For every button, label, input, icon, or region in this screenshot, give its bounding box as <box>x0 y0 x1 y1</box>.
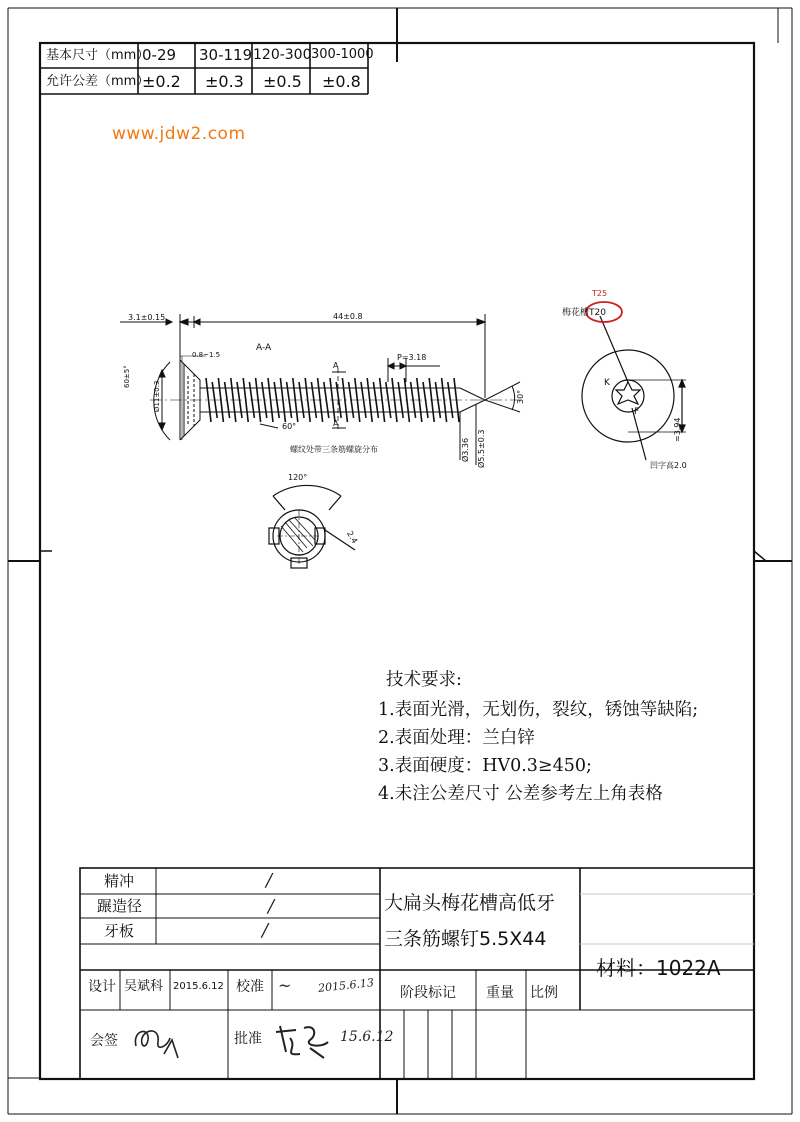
countersign-signature <box>128 1016 188 1066</box>
tolerance-value-1: ±0.2 <box>142 72 181 91</box>
check-date: 2015.6.13 <box>317 976 375 995</box>
cut-a-top: A <box>333 361 339 370</box>
dim-head-diameter: Ø11±0.3 <box>153 380 161 412</box>
cut-a-bottom: A <box>333 419 339 428</box>
part-name-line-2: 三条筋螺钉5.5X44 <box>384 928 547 950</box>
tolerance-range-4: 300-1000 <box>311 47 374 62</box>
requirement-4: 4.未注公差尺寸 公差参考左上角表格 <box>378 784 663 804</box>
process-row-3: 牙板 <box>104 922 135 940</box>
requirement-2: 2.表面处理：兰白锌 <box>378 728 535 748</box>
dim-minor-diameter: Ø3.36 <box>461 437 470 462</box>
process-slash-1: / <box>266 870 273 891</box>
tolerance-range-1: 0-29 <box>142 46 177 64</box>
design-label: 设计 <box>88 979 116 995</box>
material: 材料：1022A <box>596 956 721 980</box>
note-ribs: 螺纹处带三条筋螺旋分布 <box>290 445 378 454</box>
sign-label: 会签 <box>90 1033 118 1049</box>
requirement-3: 3.表面硬度：HV0.3≥450; <box>378 756 592 776</box>
scale-label: 比例 <box>530 985 558 1001</box>
process-row-1: 精冲 <box>104 872 135 890</box>
dim-pitch: P=3.18 <box>397 353 427 362</box>
process-slash-2: / <box>268 896 275 917</box>
process-slash-3: / <box>262 920 269 941</box>
requirement-1: 1.表面光滑，无划伤，裂纹，锈蚀等缺陷; <box>378 700 699 720</box>
stage-label: 阶段标记 <box>400 985 456 1001</box>
process-row-2: 蹍造径 <box>97 897 143 915</box>
tolerance-value-3: ±0.5 <box>263 72 302 91</box>
check-signature: ~ <box>278 976 292 995</box>
design-date: 2015.6.12 <box>173 981 224 992</box>
tolerance-range-2: 30-119 <box>199 46 253 64</box>
section-label-aa: A-A <box>256 343 272 353</box>
angle-tip: 30° <box>516 389 525 404</box>
label-f: F <box>634 407 640 417</box>
recess-note: 凹字高2.0 <box>650 461 687 470</box>
drive-spec-red: T25 <box>592 289 608 298</box>
angle-thread: 60° <box>282 422 297 431</box>
approve-label: 批准 <box>234 1031 262 1047</box>
section-rib-dim: 2.4 <box>345 529 360 546</box>
dim-total-length: 44±0.8 <box>333 312 363 321</box>
tolerance-row1-label: 基本尺寸（mm） <box>46 48 150 63</box>
tolerance-value-2: ±0.3 <box>205 72 244 91</box>
dim-recess-width: ≈3.94 <box>673 417 682 442</box>
dim-rib-range: 0.8~1.5 <box>192 351 221 359</box>
approve-signature <box>270 1018 336 1064</box>
requirements-title: 技术要求: <box>386 670 462 690</box>
tolerance-value-4: ±0.8 <box>322 72 361 91</box>
check-label: 校准 <box>236 979 264 995</box>
dim-major-diameter: Ø5.5±0.3 <box>477 429 486 468</box>
part-name-line-1: 大扁头梅花槽高低牙 <box>384 892 556 914</box>
label-k: K <box>604 378 610 388</box>
section-angle: 120° <box>288 473 308 482</box>
approve-date: 15.6.12 <box>340 1029 394 1045</box>
weight-label: 重量 <box>486 985 514 1001</box>
angle-head: 60±5° <box>123 365 131 388</box>
drive-spec: 梅花槽T20 <box>562 308 606 318</box>
dim-head-thickness: 3.1±0.15 <box>128 313 166 322</box>
watermark-url[interactable]: www.jdw2.com <box>112 124 246 144</box>
tolerance-range-3: 120-300 <box>253 47 312 63</box>
tolerance-row2-label: 允许公差（mm） <box>46 74 150 89</box>
designer-name: 吴斌科 <box>124 979 164 994</box>
